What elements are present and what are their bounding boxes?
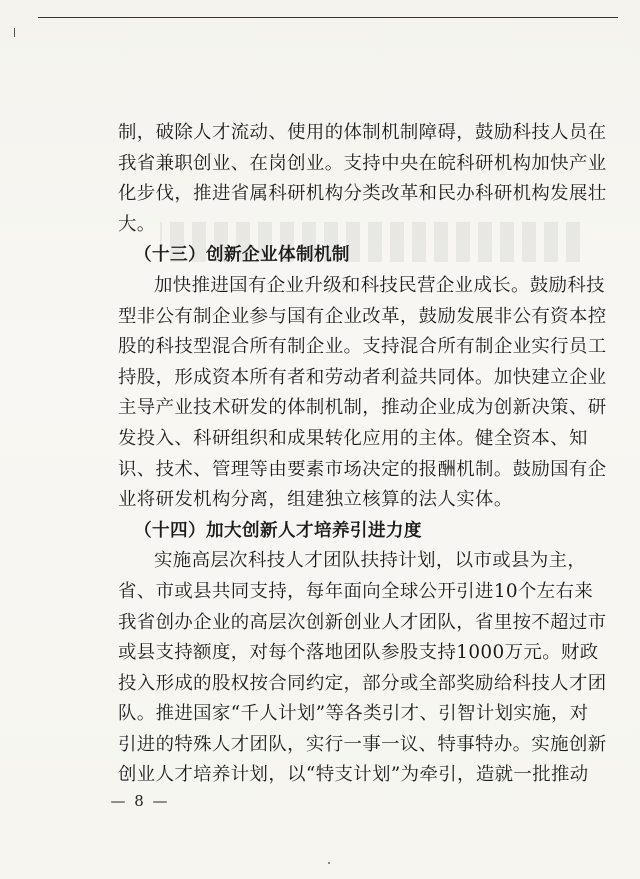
text-line: 识、技术、管理等由要素市场决定的报酬机制。鼓励国有企 <box>118 458 607 480</box>
text-line: 化步伐，推进省属科研机构分类改革和民办科研机构发展壮 <box>118 183 607 205</box>
text-line: 创业人才培养计划，以“特支计划”为牵引，造就一批推动 <box>118 764 589 786</box>
body-text <box>118 118 607 791</box>
text-line: 或县支持额度，对每个落地团队参股支持1000万元。财政 <box>118 642 599 664</box>
text-line: 队。推进国家“千人计划”等各类引才、引智计划实施，对 <box>118 703 589 725</box>
text-line: 省、市或县共同支持，每年面向全球公开引进10个左右来 <box>118 580 594 602</box>
text-line: 制，破除人才流动、使用的体制机制障碍，鼓励科技人员在 <box>118 122 607 143</box>
text-line: 发投入、科研组织和成果转化应用的主体。健全资本、知 <box>118 427 588 449</box>
text-line: 投入形成的股权按合同约定，部分或全部奖励给科技人才团 <box>118 672 607 694</box>
text-line: 实施高层次科技人才团队扶持计划，以市或县为主， <box>154 550 587 572</box>
top-rule <box>38 17 618 18</box>
section-heading-14: （十四）加大创新人才培养引进力度 <box>134 520 422 541</box>
text-line: 业将研发机构分离，组建独立核算的法人实体。 <box>118 489 513 511</box>
text-line: 加快推进国有企业升级和科技民营企业成长。鼓励科技 <box>154 274 605 296</box>
margin-mark <box>14 28 15 37</box>
text-line: 我省创办企业的高层次创新创业人才团队，省里按不超过市 <box>118 611 607 633</box>
section-heading-13: （十三）创新企业体制机制 <box>134 245 350 266</box>
page-number: — 8 — <box>110 792 170 810</box>
scan-speck <box>328 862 330 864</box>
text-line: 型非公有制企业参与国有企业改革，鼓励发展非公有资本控 <box>118 305 607 327</box>
text-line: 大。 <box>118 213 156 235</box>
text-line: 我省兼职创业、在岗创业。支持中央在皖科研机构加快产业 <box>118 152 607 174</box>
text-line: 引进的特殊人才团队，实行一事一议、特事特办。实施创新 <box>118 733 607 755</box>
text-line: 股的科技型混合所有制企业。支持混合所有制企业实行员工 <box>118 336 607 358</box>
text-line: 主导产业技术研发的体制机制，推动企业成为创新决策、研 <box>118 397 607 419</box>
text-line: 持股，形成资本所有者和劳动者利益共同体。加快建立企业 <box>118 366 607 388</box>
